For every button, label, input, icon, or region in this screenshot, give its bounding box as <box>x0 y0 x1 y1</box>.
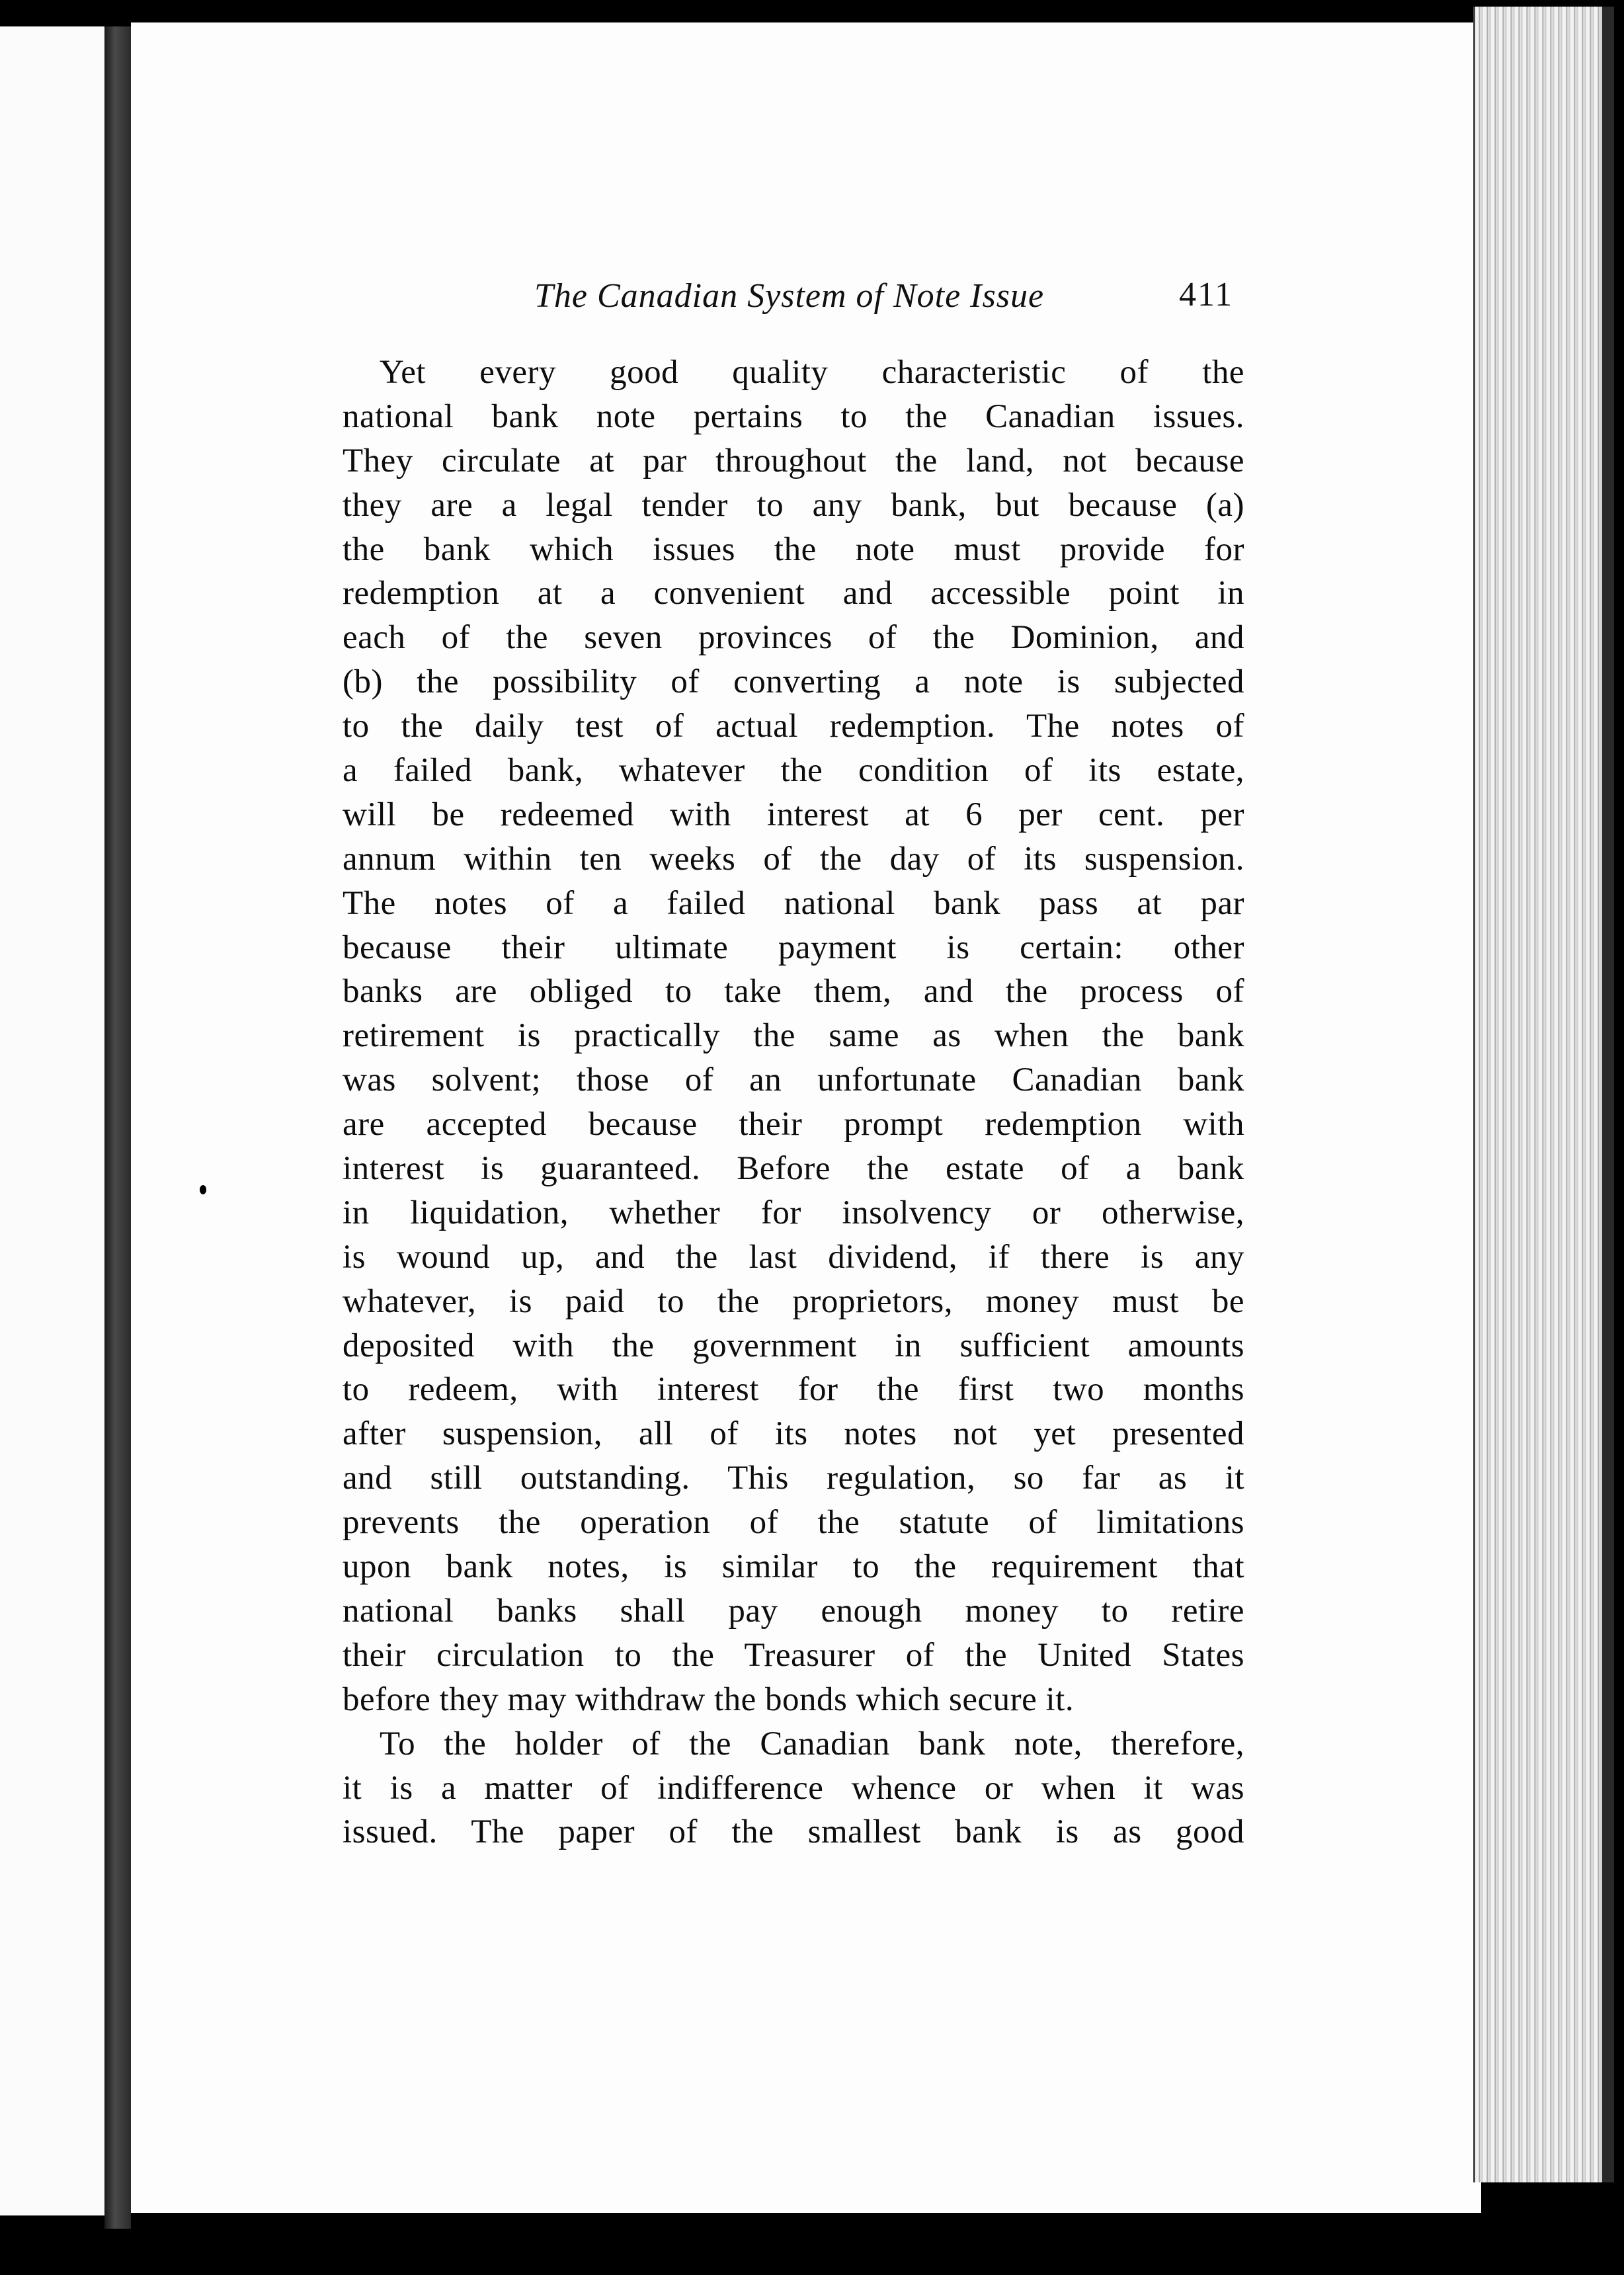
paragraph-2 <box>343 1722 1244 1855</box>
text-line: issued. The paper of the smallest bank is as good <box>343 1813 1244 1851</box>
text-line: interest is guaranteed. Before the estate of a bank <box>343 1150 1244 1188</box>
text-line: it is a matter of indifference whence or when it was <box>343 1769 1244 1807</box>
text-line: upon bank notes, is similar to the requirement that <box>343 1548 1244 1586</box>
text-line: Yet every good quality characteristic of the <box>380 354 1244 391</box>
text-line: their circulation to the Treasurer of the United States <box>343 1636 1244 1674</box>
text-line: retirement is practically the same as when the bank <box>343 1017 1244 1055</box>
text-line: they are a legal tender to any bank, but because (a) <box>343 486 1244 524</box>
running-title: The Canadian System of Note Issue <box>534 277 1045 315</box>
running-header <box>534 272 1234 319</box>
text-line: annum within ten weeks of the day of its suspension. <box>343 840 1244 878</box>
text-line: national bank note pertains to the Canadian issues. <box>343 397 1244 435</box>
text-line: will be redeemed with interest at 6 per cent. per <box>343 796 1244 833</box>
text-line: are accepted because their prompt redemption with <box>343 1106 1244 1143</box>
book-gutter <box>104 26 131 2229</box>
text-line: redemption at a convenient and accessible point in <box>343 575 1244 612</box>
text-line: to the daily test of actual redemption. The notes of <box>343 708 1244 745</box>
text-line: in liquidation, whether for insolvency or otherwise, <box>343 1194 1244 1231</box>
scan-speck <box>200 1185 206 1194</box>
text-line: is wound up, and the last dividend, if there is any <box>343 1238 1244 1276</box>
text-line: deposited with the government in sufficient amounts <box>343 1327 1244 1364</box>
text-line: because their ultimate payment is certain: other <box>343 929 1244 966</box>
page-number: 411 <box>1179 276 1234 313</box>
text-line: the bank which issues the note must provide for <box>343 530 1244 568</box>
text-line: They circulate at par throughout the land, not because <box>343 442 1244 479</box>
text-line: each of the seven provinces of the Dominion, and <box>343 619 1244 657</box>
text-line: prevents the operation of the statute of limitations <box>343 1504 1244 1542</box>
page-block-edges <box>1473 7 1614 2182</box>
text-line: The notes of a failed national bank pass at par <box>343 884 1244 922</box>
text-line: whatever, is paid to the proprietors, money must be <box>343 1282 1244 1320</box>
text-line: to redeem, with interest for the first two months <box>343 1371 1244 1409</box>
text-line: was solvent; those of an unfortunate Canadian bank <box>343 1061 1244 1099</box>
body-text <box>343 351 1244 1854</box>
facing-page-edge <box>0 26 104 2215</box>
paragraph-1 <box>343 351 1244 1722</box>
text-line: banks are obliged to take them, and the process of <box>343 973 1244 1011</box>
text-line: a failed bank, whatever the condition of its estate, <box>343 752 1244 790</box>
text-line: To the holder of the Canadian bank note, therefore, <box>380 1725 1244 1762</box>
text-line: national banks shall pay enough money to retire <box>343 1592 1244 1630</box>
text-line: before they may withdraw the bonds which secure it. <box>343 1680 1075 1718</box>
text-line: after suspension, all of its notes not yet presented <box>343 1415 1244 1453</box>
text-line: and still outstanding. This regulation, so far as it <box>343 1460 1244 1497</box>
text-line: (b) the possibility of converting a note is subjected <box>343 663 1244 701</box>
